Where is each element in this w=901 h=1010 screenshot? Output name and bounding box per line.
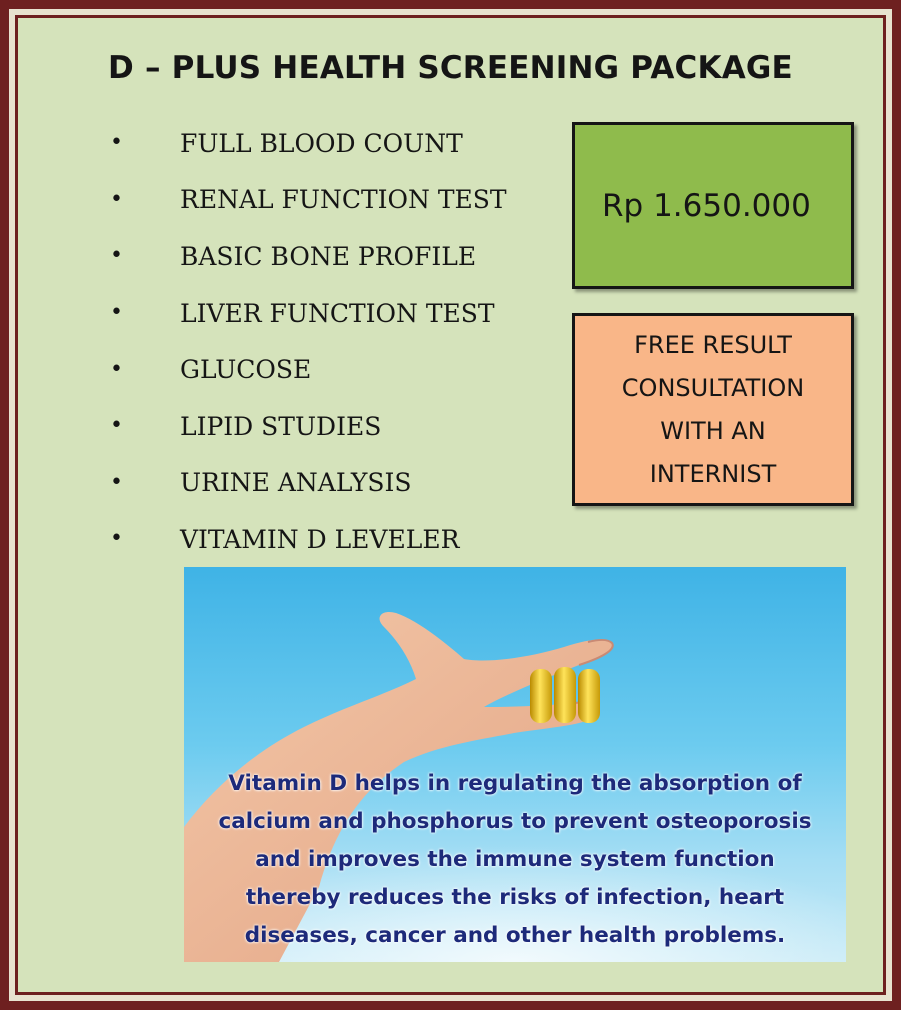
capsule-icon: [578, 669, 600, 723]
caption-line: Vitamin D helps in regulating the absorption of: [228, 771, 802, 796]
consultation-line: WITH AN: [660, 416, 766, 445]
bullet-icon: •: [110, 356, 123, 382]
test-label: LIVER FUNCTION TEST: [180, 298, 495, 328]
capsule-icon: [554, 667, 576, 723]
list-item: [110, 398, 507, 455]
bullet-icon: •: [110, 413, 123, 439]
test-label: LIPID STUDIES: [180, 411, 382, 441]
list-item: [110, 511, 507, 568]
test-label: BASIC BONE PROFILE: [180, 241, 477, 271]
consultation-line: FREE RESULT: [634, 330, 792, 359]
consultation-box: [572, 313, 854, 506]
test-label: FULL BLOOD COUNT: [180, 128, 463, 158]
page-title: D – PLUS HEALTH SCREENING PACKAGE: [108, 50, 793, 86]
test-label: RENAL FUNCTION TEST: [180, 185, 507, 215]
test-label: URINE ANALYSIS: [180, 468, 412, 498]
list-item: [110, 228, 507, 285]
test-label: GLUCOSE: [180, 355, 312, 385]
list-item: [110, 455, 507, 512]
test-label: VITAMIN D LEVELER: [180, 524, 460, 554]
bullet-icon: •: [110, 300, 123, 326]
list-item: [110, 115, 507, 172]
caption-line: calcium and phosphorus to prevent osteoporosis: [218, 809, 812, 834]
list-item: [110, 285, 507, 342]
bullet-icon: •: [110, 243, 123, 269]
test-list: [110, 115, 507, 568]
caption-line: and improves the immune system function: [255, 847, 775, 872]
capsule-icon: [530, 669, 552, 723]
vitamin-d-photo: [184, 567, 846, 962]
consultation-line: CONSULTATION: [621, 373, 805, 402]
bullet-icon: •: [110, 186, 123, 212]
price-label: Rp 1.650.000: [602, 187, 811, 224]
bullet-icon: •: [110, 469, 123, 495]
caption-line: thereby reduces the risks of infection, heart: [245, 885, 785, 910]
bullet-icon: •: [110, 526, 123, 552]
list-item: [110, 172, 507, 229]
price-box: [572, 122, 854, 289]
caption-line: diseases, cancer and other health problems.: [244, 923, 786, 948]
photo-caption: [184, 765, 846, 955]
consultation-line: INTERNIST: [649, 459, 777, 488]
bullet-icon: •: [110, 130, 123, 156]
list-item: [110, 341, 507, 398]
